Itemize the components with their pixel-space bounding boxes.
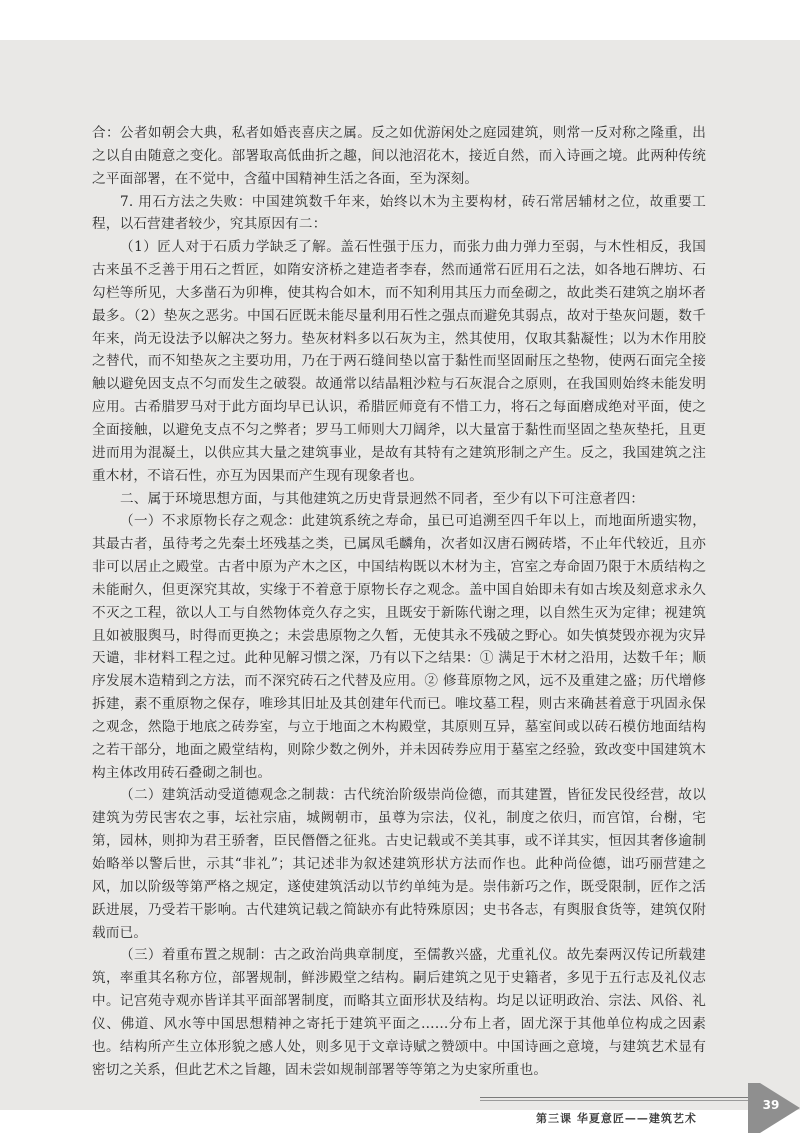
paragraph-5: （一）不求原物长存之观念：此建筑系统之寿命，虽已可追溯至四千年以上，而地面所遗实物，其最古者，虽待考之先秦土坯残基之类，已属凤毛麟角，次者如汉唐石阙砖塔，不止年代较近，且亦非可以居止之殿堂。古者中原为产木之区，中国结构既以木材为主，宫室之寿命固乃限于木质结构之未能耐久，但更深究其故，实缘于不着意于原物长存之观念。盖中国自始即未有如古埃及刻意求永久不灭之工程，欲以人工与自然物体竞久存之实，且既安于新陈代谢之理，以自然生灭为定律；视建筑且如被服舆马，时得而更换之；未尝患原物之久暂，无使其永不残破之野心。如失慎焚毁亦视为灾异天谴，非材料工程之过。此种见解习惯之深，乃有以下之结果：① 满足于木材之沿用，达数千年；顺序发展木造精到之方法，而不深究砖石之代替及应用。② 修葺原物之风，远不及重建之盛；历代增修拆建，素不重原物之保存，唯珍其旧址及其创建年代而已。唯坟墓工程，则古来确甚着意于巩固永保之观念，然隐于地底之砖券室，与立于地面之木构殿堂，其原则互异，墓室间或以砖石模仿地面结构之若干部分，地面之殿堂结构，则除少数之例外，并未因砖券应用于墓室之经验，致改变中国建筑木构主体改用砖石叠砌之制也。 (92, 513, 706, 781)
paragraph-1: 合：公者如朝会大典，私者如婚丧喜庆之属。反之如优游闲处之庭园建筑，则常一反对称之隆重，出之以自由随意之变化。部署取高低曲折之趣，间以池沼花木，接近自然，而入诗画之境。此两种传统之平面部署，在不觉中，含蕴中国精神生活之各面，至为深刻。 (92, 125, 706, 187)
book-page (0, 40, 800, 1125)
body-text (92, 122, 706, 1081)
paragraph-7: （三）着重布置之规制：古之政治尚典章制度，至儒教兴盛，尤重礼仪。故先秦两汉传记所载建筑，率重其名称方位，部署规制，鲜涉殿堂之结构。嗣后建筑之见于史籍者，多见于五行志及礼仪志中。记宫苑寺观亦皆详其平面部署制度，而略其立面形状及结构。均足以证明政治、宗法、风俗、礼仪、佛道、风水等中国思想精神之寄托于建筑平面之……分布上者，固尤深于其他单位构成之因素也。结构所产生立体形貌之感人处，则多见于文章诗赋之赞颂中。中国诗画之意境，与建筑艺术显有密切之关系，但此艺术之旨趣，固未尝如规制部署等等第之为史家所重也。 (92, 947, 706, 1078)
paragraph-3: （1）匠人对于石质力学缺乏了解。盖石性强于压力，而张力曲力弹力至弱，与木性相反，我国古来虽不乏善于用石之哲匠，如隋安济桥之建造者李春，然而通常石匠用石之法，如各地石牌坊、石勾栏等所见，大多凿石为卯榫，使其构合如木，而不知利用其压力而垒砌之，故此类石建筑之崩坏者最多。（2）垫灰之恶劣。中国石匠既未能尽量利用石性之强点而避免其弱点，故对于垫灰问题，数千年来，尚无设法予以解决之努力。垫灰材料多以石灰为主，然其使用，仅取其黏凝性；以为木作用胶之替代，而不知垫灰之主要功用，乃在于两石缝间垫以富于黏性而坚固耐压之垫物，使两石面完全接触以避免因支点不匀而发生之破裂。故通常以结晶粗沙粒与石灰混合之原则，在我国则始终未能发明应用。古希腊罗马对于此方面均早已认识，希腊匠师竟有不惜工力，将石之每面磨成绝对平面，使之全面接触，以避免支点不匀之弊者；罗马工师则大刀阔斧，以大量富于黏性而坚固之垫灰垫托，且更进而用为混凝土，以供应其大量之建筑事业，是故有其特有之建筑形制之产生。反之，我国建筑之注重木材，不谙石性，亦互为因果而产生现有现象者也。 (92, 239, 706, 484)
paragraph-6: （二）建筑活动受道德观念之制裁：古代统治阶级崇尚俭德，而其建置，皆征发民役经营，故以建筑为劳民害农之事，坛社宗庙，城阙朝市，虽尊为宗法，仪礼，制度之依归，而宫馆，台榭，宅第，园林，则抑为君王骄奢，臣民僭僭之征兆。古史记载或不美其事，或不详其实，恒因其奢侈逾制始略举以警后世，示其“非礼”；其记述非为叙述建筑形状方法而作也。此种尚俭德，诎巧丽营建之风，加以阶级等第严格之规定，遂使建筑活动以节约单纯为是。崇伟新巧之作，既受限制，匠作之活跃进展，乃受若干影响。古代建筑记载之简缺亦有此特殊原因；史书各志，有舆服食货等，建筑仅附载而已。 (92, 787, 706, 941)
footer-rule-thin (480, 1100, 748, 1101)
footer-rule (480, 1097, 748, 1098)
page-number: 39 (762, 1098, 780, 1112)
running-footer-title: 第三课 华夏意匠——建筑艺术 (536, 1112, 697, 1125)
paragraph-4: 二、属于环境思想方面，与其他建筑之历史背景迥然不同者，至少有以下可注意者四： (120, 490, 645, 507)
paragraph-2: 7. 用石方法之失败：中国建筑数千年来，始终以木为主要构材，砖石常居辅材之位，故重要工程，以石营建者较少，究其原因有二： (92, 193, 706, 233)
